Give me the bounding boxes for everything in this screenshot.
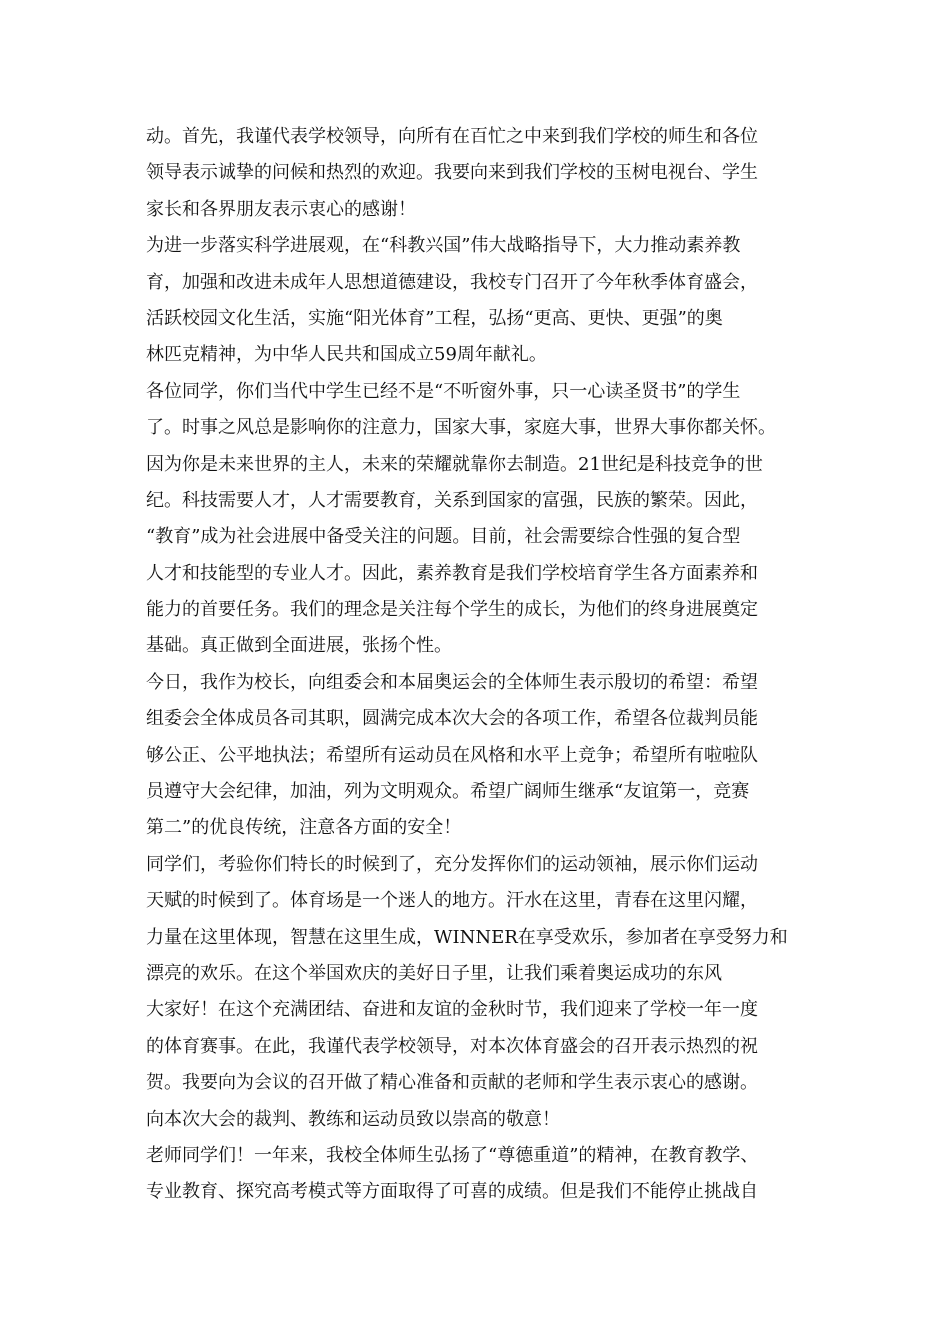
text-line: 员遵守大会纪律，加油，列为文明观众。希望广阔师生继承“友谊第一，竞赛	[146, 781, 750, 803]
text-line: 林匹克精神，为中华人民共和国成立59周年献礼。	[146, 344, 547, 366]
text-line: 因为你是未来世界的主人，未来的荣耀就靠你去制造。21世纪是科技竞争的世	[146, 453, 763, 475]
document-body	[146, 119, 806, 1211]
text-line: 活跃校园文化生活，实施“阳光体育”工程，弘扬“更高、更快、更强”的奥	[146, 307, 723, 329]
text-line: 天赋的时候到了。体育场是一个迷人的地方。汗水在这里，青春在这里闪耀，	[146, 890, 758, 912]
text-line: 家长和各界朋友表示衷心的感谢！	[146, 198, 416, 220]
text-line: 够公正、公平地执法；希望所有运动员在风格和水平上竞争；希望所有啦啦队	[146, 744, 758, 766]
text-line: 专业教育、探究高考模式等方面取得了可喜的成绩。但是我们不能停止挑战自	[146, 1181, 758, 1203]
text-line: 人才和技能型的专业人才。因此，素养教育是我们学校培育学生各方面素养和	[146, 562, 758, 584]
text-line: 大家好！在这个充满团结、奋进和友谊的金秋时节，我们迎来了学校一年一度	[146, 999, 758, 1021]
text-line: 为进一步落实科学进展观，在“科教兴国”伟大战略指导下，大力推动素养教	[146, 235, 741, 257]
text-line: “教育”成为社会进展中备受关注的问题。目前，社会需要综合性强的复合型	[146, 526, 741, 548]
text-line: 组委会全体成员各司其职，圆满完成本次大会的各项工作，希望各位裁判员能	[146, 708, 758, 730]
text-line: 同学们，考验你们特长的时候到了，充分发挥你们的运动领袖，展示你们运动	[146, 853, 758, 875]
text-line: 力量在这里体现，智慧在这里生成，WINNER在享受欢乐，参加者在享受努力和	[146, 926, 788, 948]
text-line: 能力的首要任务。我们的理念是关注每个学生的成长，为他们的终身进展奠定	[146, 599, 758, 621]
text-line: 育，加强和改进未成年人思想道德建设，我校专门召开了今年秋季体育盛会，	[146, 271, 758, 293]
text-line: 老师同学们！一年来，我校全体师生弘扬了“尊德重道”的精神，在教育教学、	[146, 1144, 759, 1166]
text-line: 漂亮的欢乐。在这个举国欢庆的美好日子里，让我们乘着奥运成功的东风	[146, 962, 722, 984]
text-line: 纪。科技需要人才，人才需要教育，关系到国家的富强，民族的繁荣。因此，	[146, 489, 758, 511]
text-line: 了。时事之风总是影响你的注意力，国家大事，家庭大事，世界大事你都关怀。	[146, 417, 776, 439]
text-line: 的体育赛事。在此，我谨代表学校领导，对本次体育盛会的召开表示热烈的祝	[146, 1035, 758, 1057]
text-line: 动。首先，我谨代表学校领导，向所有在百忙之中来到我们学校的师生和各位	[146, 126, 758, 147]
text-line: 贺。我要向为会议的召开做了精心准备和贡献的老师和学生表示衷心的感谢。	[146, 1072, 758, 1094]
text-line: 各位同学，你们当代中学生已经不是“不听窗外事，只一心读圣贤书”的学生	[146, 380, 741, 402]
text-line: 第二”的优良传统，注意各方面的安全！	[146, 817, 462, 839]
text-line: 基础。真正做到全面进展，张扬个性。	[146, 635, 452, 657]
text-line: 领导表示诚挚的问候和热烈的欢迎。我要向来到我们学校的玉树电视台、学生	[146, 162, 758, 184]
text-line: 今日，我作为校长，向组委会和本届奥运会的全体师生表示殷切的希望：希望	[146, 671, 758, 693]
text-line: 向本次大会的裁判、教练和运动员致以崇高的敬意！	[146, 1108, 560, 1130]
